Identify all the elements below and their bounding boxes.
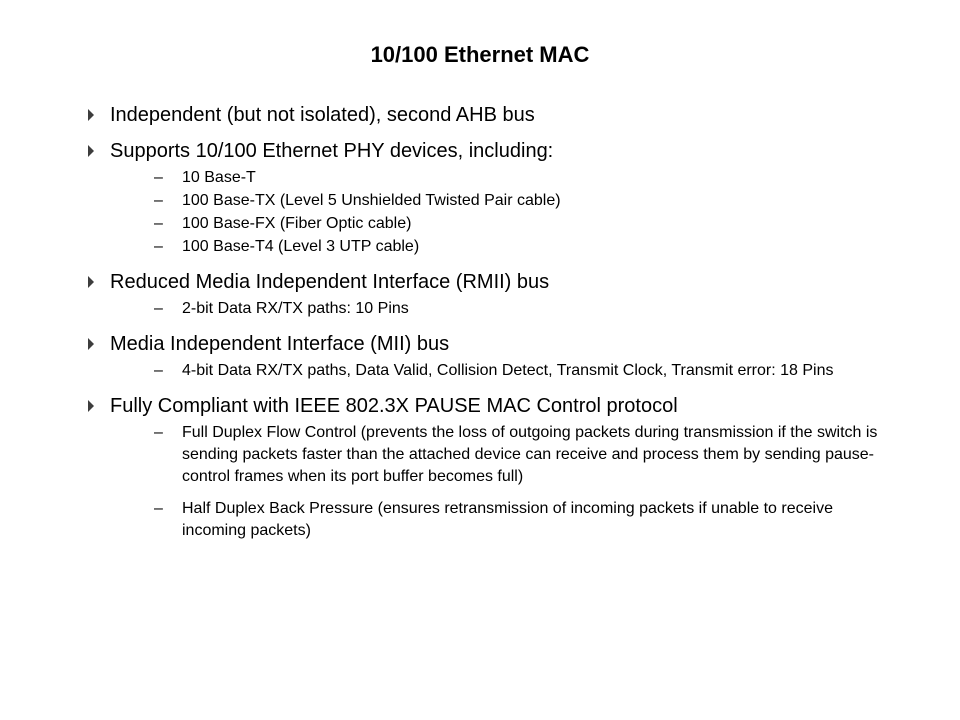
sub-bullet-text: 100 Base-TX (Level 5 Unshielded Twisted Pair cable) — [182, 192, 561, 209]
triangle-bullet-icon — [88, 145, 94, 157]
sub-bullet-text: Half Duplex Back Pressure (ensures retransmission of incoming packets if unable to receive incoming packets) — [182, 500, 833, 539]
triangle-bullet-icon — [88, 109, 94, 121]
sub-bullet-list — [110, 422, 886, 542]
bullet-item — [86, 103, 886, 127]
sub-bullet-item — [110, 167, 886, 189]
bullet-text: Supports 10/100 Ethernet PHY devices, including: — [110, 140, 554, 162]
bullet-item — [86, 270, 886, 320]
bullet-text: Independent (but not isolated), second AHB bus — [110, 104, 535, 126]
slide-content — [86, 103, 886, 554]
sub-bullet-item — [110, 298, 886, 320]
bullet-text: Reduced Media Independent Interface (RMII) bus — [110, 271, 550, 293]
sub-bullet-item — [110, 190, 886, 212]
sub-bullet-list — [110, 298, 886, 320]
dash-marker: – — [154, 424, 163, 441]
bullet-item — [86, 139, 886, 258]
sub-bullet-text: 4-bit Data RX/TX paths, Data Valid, Collision Detect, Transmit Clock, Transmit error: 18 Pins — [182, 362, 834, 379]
triangle-bullet-icon — [88, 338, 94, 350]
sub-bullet-text: 100 Base-FX (Fiber Optic cable) — [182, 215, 412, 232]
dash-marker: – — [154, 300, 163, 317]
sub-bullet-item — [110, 360, 886, 382]
bullet-text: Media Independent Interface (MII) bus — [110, 333, 450, 355]
sub-bullet-list — [110, 167, 886, 258]
dash-marker: – — [154, 362, 163, 379]
sub-bullet-text: 100 Base-T4 (Level 3 UTP cable) — [182, 238, 420, 255]
sub-bullet-list — [110, 360, 886, 382]
sub-bullet-item — [110, 422, 886, 488]
slide-title: 10/100 Ethernet MAC — [370, 42, 590, 67]
bullet-text: Fully Compliant with IEEE 802.3X PAUSE MAC Control protocol — [110, 395, 678, 417]
dash-marker: – — [154, 169, 163, 186]
dash-marker: – — [154, 500, 163, 517]
dash-marker: – — [154, 192, 163, 209]
sub-bullet-text: 2-bit Data RX/TX paths: 10 Pins — [182, 300, 409, 317]
dash-marker: – — [154, 215, 163, 232]
bullet-item — [86, 394, 886, 542]
sub-bullet-text: Full Duplex Flow Control (prevents the loss of outgoing packets during transmission if the switch is sending packets faster than the attached device can receive and process them by sending pause-control frames when its port buffer becomes full) — [182, 424, 878, 485]
sub-bullet-item — [110, 213, 886, 235]
triangle-bullet-icon — [88, 276, 94, 288]
sub-bullet-item — [110, 236, 886, 258]
sub-bullet-item — [110, 498, 886, 542]
dash-marker: – — [154, 238, 163, 255]
sub-bullet-text: 10 Base-T — [182, 169, 256, 186]
bullet-item — [86, 332, 886, 382]
triangle-bullet-icon — [88, 400, 94, 412]
